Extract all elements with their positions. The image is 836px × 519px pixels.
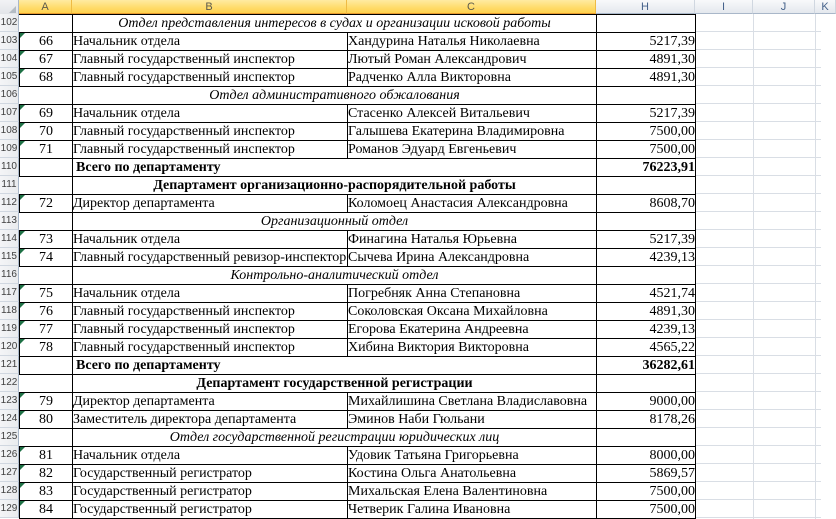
cell-number[interactable]: 72: [20, 195, 73, 213]
table-row-122: [20, 375, 696, 393]
error-indicator-icon: [20, 393, 25, 398]
cell-position[interactable]: Государственный регистратор: [73, 465, 348, 483]
cell-empty[interactable]: [20, 267, 73, 285]
cell-empty[interactable]: [597, 177, 696, 195]
cell-name[interactable]: Соколовская Оксана Михайловна: [348, 303, 597, 321]
cell-number[interactable]: 76: [20, 303, 73, 321]
cell-salary[interactable]: 5217,39: [597, 105, 696, 123]
table-row-128: [20, 483, 696, 501]
cell-empty[interactable]: [20, 429, 73, 447]
cell-empty[interactable]: [597, 429, 696, 447]
row-header-102[interactable]: 102: [0, 14, 19, 32]
cell-salary[interactable]: 7500,00: [597, 501, 696, 519]
row-header-128[interactable]: 128: [0, 482, 19, 500]
table-row-120: [20, 339, 696, 357]
column-header-C[interactable]: C: [347, 0, 596, 14]
row-header-103[interactable]: 103: [0, 32, 19, 50]
cell-total-salary[interactable]: 76223,91: [597, 159, 696, 177]
row-headers: [0, 14, 19, 518]
row-header-124[interactable]: 124: [0, 410, 19, 428]
cell-name[interactable]: Четверик Галина Ивановна: [348, 501, 597, 519]
row-header-108[interactable]: 108: [0, 122, 19, 140]
table-row-102: [20, 15, 696, 33]
cell-section-title[interactable]: Контрольно-аналитический отдел: [73, 267, 597, 285]
table-row-111: [20, 177, 696, 195]
cell-empty[interactable]: [597, 267, 696, 285]
cell-section-title[interactable]: Отдел административного обжалования: [73, 87, 597, 105]
cell-number[interactable]: 80: [20, 411, 73, 429]
table-row-121: [20, 357, 696, 375]
row-header-109[interactable]: 109: [0, 140, 19, 158]
cell-number[interactable]: 73: [20, 231, 73, 249]
cell-name[interactable]: Михальская Елена Валентиновна: [348, 483, 597, 501]
table-row-116: [20, 267, 696, 285]
cell-salary[interactable]: 4521,74: [597, 285, 696, 303]
cell-position[interactable]: Главный государственный инспектор: [73, 321, 348, 339]
row-header-107[interactable]: 107: [0, 104, 19, 122]
table-row-118: [20, 303, 696, 321]
table-row-124: [20, 411, 696, 429]
row-header-105[interactable]: 105: [0, 68, 19, 86]
cell-number[interactable]: 69: [20, 105, 73, 123]
data-table: [19, 14, 696, 519]
error-indicator-icon: [20, 249, 25, 254]
cell-number[interactable]: 82: [20, 465, 73, 483]
error-indicator-icon: [20, 465, 25, 470]
cell-number[interactable]: 75: [20, 285, 73, 303]
cell-name[interactable]: Сычева Ирина Александровна: [348, 249, 597, 267]
cell-empty[interactable]: [20, 15, 73, 33]
gridline-j-k: [815, 14, 816, 519]
cell-name[interactable]: Егорова Екатерина Андреевна: [348, 321, 597, 339]
cell-position[interactable]: Директор департамента: [73, 393, 348, 411]
cell-name[interactable]: Галышева Екатерина Владимировна: [348, 123, 597, 141]
cell-total-label[interactable]: Всего по департаменту: [73, 159, 597, 177]
cell-position[interactable]: Главный государственный инспектор: [73, 303, 348, 321]
error-indicator-icon: [20, 339, 25, 344]
cell-salary[interactable]: 5217,39: [597, 33, 696, 51]
error-indicator-icon: [20, 33, 25, 38]
column-header-I[interactable]: I: [695, 0, 753, 14]
row-header-110[interactable]: 110: [0, 158, 19, 176]
table-row-105: [20, 69, 696, 87]
row-header-115[interactable]: 115: [0, 248, 19, 266]
row-header-119[interactable]: 119: [0, 320, 19, 338]
cell-name[interactable]: Костина Ольга Анатольевна: [348, 465, 597, 483]
cell-position[interactable]: Директор департамента: [73, 195, 348, 213]
error-indicator-icon: [20, 321, 25, 326]
cell-salary[interactable]: 4891,30: [597, 69, 696, 87]
table-row-112: [20, 195, 696, 213]
table-row-117: [20, 285, 696, 303]
table-row-106: [20, 87, 696, 105]
row-header-120[interactable]: 120: [0, 338, 19, 356]
cell-total-salary[interactable]: 36282,61: [597, 357, 696, 375]
select-all-button[interactable]: [0, 0, 19, 14]
table-row-125: [20, 429, 696, 447]
table-row-110: [20, 159, 696, 177]
table-body: [20, 15, 696, 519]
cell-name[interactable]: Стасенко Алексей Витальевич: [348, 105, 597, 123]
cell-position[interactable]: Начальник отдела: [73, 33, 348, 51]
cell-number[interactable]: 78: [20, 339, 73, 357]
row-header-104[interactable]: 104: [0, 50, 19, 68]
table-row-123: [20, 393, 696, 411]
cell-name[interactable]: Хибина Виктория Викторовна: [348, 339, 597, 357]
cell-position[interactable]: Начальник отдела: [73, 105, 348, 123]
cell-empty[interactable]: [597, 87, 696, 105]
error-indicator-icon: [20, 51, 25, 56]
table-row-104: [20, 51, 696, 69]
row-header-106[interactable]: 106: [0, 86, 19, 104]
row-header-123[interactable]: 123: [0, 392, 19, 410]
cell-empty[interactable]: [20, 213, 73, 231]
cell-section-title[interactable]: Департамент государственной регистрации: [73, 375, 597, 393]
error-indicator-icon: [20, 501, 25, 506]
cell-empty[interactable]: [20, 87, 73, 105]
error-indicator-icon: [20, 69, 25, 74]
cell-position[interactable]: Государственный регистратор: [73, 483, 348, 501]
table-row-126: [20, 447, 696, 465]
row-header-118[interactable]: 118: [0, 302, 19, 320]
row-header-126[interactable]: 126: [0, 446, 19, 464]
row-header-116[interactable]: 116: [0, 266, 19, 284]
error-indicator-icon: [20, 141, 25, 146]
table-row-113: [20, 213, 696, 231]
cell-salary[interactable]: 4891,30: [597, 303, 696, 321]
cell-position[interactable]: Государственный регистратор: [73, 501, 348, 519]
cell-section-title[interactable]: Отдел государственной регистрации юридических лиц: [73, 429, 597, 447]
cell-name[interactable]: Погребняк Анна Степановна: [348, 285, 597, 303]
cell-position[interactable]: Главный государственный инспектор: [73, 141, 348, 159]
cell-section-title[interactable]: Организационный отдел: [73, 213, 597, 231]
table-row-127: [20, 465, 696, 483]
table-row-108: [20, 123, 696, 141]
cell-section-title[interactable]: Отдел представления интересов в судах и организации исковой работы: [73, 15, 597, 33]
cell-salary[interactable]: 4891,30: [597, 51, 696, 69]
row-header-121[interactable]: 121: [0, 356, 19, 374]
cell-number[interactable]: 74: [20, 249, 73, 267]
table-row-107: [20, 105, 696, 123]
cell-name[interactable]: Удовик Татьяна Григорьевна: [348, 447, 597, 465]
cell-salary[interactable]: 5869,57: [597, 465, 696, 483]
cell-empty[interactable]: [20, 357, 73, 375]
cell-empty[interactable]: [597, 375, 696, 393]
gridline-i-j: [753, 14, 754, 519]
cell-number[interactable]: 71: [20, 141, 73, 159]
cell-section-title[interactable]: Департамент организационно-распорядительной работы: [73, 177, 597, 195]
cell-empty[interactable]: [20, 375, 73, 393]
cell-empty[interactable]: [597, 15, 696, 33]
cell-salary[interactable]: 4239,13: [597, 249, 696, 267]
cell-name[interactable]: Михайлишина Светлана Владиславовна: [348, 393, 597, 411]
error-indicator-icon: [20, 105, 25, 110]
error-indicator-icon: [20, 231, 25, 236]
error-indicator-icon: [20, 285, 25, 290]
cell-number[interactable]: 79: [20, 393, 73, 411]
row-header-129[interactable]: 129: [0, 500, 19, 518]
cell-number[interactable]: 81: [20, 447, 73, 465]
cell-salary[interactable]: 7500,00: [597, 141, 696, 159]
select-all-icon: [9, 6, 16, 13]
cell-position[interactable]: Главный государственный ревизор-инспектор: [73, 250, 347, 265]
cell-position[interactable]: Начальник отдела: [73, 231, 348, 249]
table-row-115: [20, 249, 696, 267]
row-header-111[interactable]: 111: [0, 176, 19, 194]
column-header-B[interactable]: B: [72, 0, 347, 14]
error-indicator-icon: [20, 303, 25, 308]
cell-position[interactable]: Начальник отдела: [73, 447, 348, 465]
row-header-112[interactable]: 112: [0, 194, 19, 212]
cell-name[interactable]: Радченко Алла Викторовна: [348, 69, 597, 87]
cell-number[interactable]: 67: [20, 51, 73, 69]
cell-number[interactable]: 83: [20, 483, 73, 501]
cell-name[interactable]: Коломоец Анастасия Александровна: [348, 195, 597, 213]
row-header-122[interactable]: 122: [0, 374, 19, 392]
cell-number[interactable]: 68: [20, 69, 73, 87]
cell-salary[interactable]: 9000,00: [597, 393, 696, 411]
cell-name[interactable]: Эминов Наби Гюльани: [348, 411, 597, 429]
cell-position[interactable]: Начальник отдела: [73, 285, 348, 303]
row-header-127[interactable]: 127: [0, 464, 19, 482]
table-row-109: [20, 141, 696, 159]
cell-number[interactable]: 66: [20, 33, 73, 51]
column-header-K[interactable]: K: [815, 0, 836, 14]
cell-salary[interactable]: 7500,00: [597, 483, 696, 501]
table-row-103: [20, 33, 696, 51]
cell-salary[interactable]: 4565,22: [597, 339, 696, 357]
empty-grid-area[interactable]: [696, 14, 821, 519]
error-indicator-icon: [20, 195, 25, 200]
cell-number[interactable]: 84: [20, 501, 73, 519]
cell-salary[interactable]: 5217,39: [597, 231, 696, 249]
cell-salary[interactable]: 7500,00: [597, 123, 696, 141]
cell-salary[interactable]: 8000,00: [597, 447, 696, 465]
column-header-J[interactable]: J: [753, 0, 815, 14]
cell-number[interactable]: 70: [20, 123, 73, 141]
cell-position[interactable]: Главный государственный инспектор: [73, 339, 348, 357]
cell-position[interactable]: Заместитель директора департамента: [73, 411, 348, 429]
cell-name[interactable]: Лютый Роман Александрович: [348, 51, 597, 69]
row-header-114[interactable]: 114: [0, 230, 19, 248]
cell-salary[interactable]: 8608,70: [597, 195, 696, 213]
row-header-113[interactable]: 113: [0, 212, 19, 230]
error-indicator-icon: [20, 411, 25, 416]
cell-name[interactable]: Хандурина Наталья Николаевна: [348, 33, 597, 51]
cell-name[interactable]: Романов Эдуард Евгеньевич: [348, 141, 597, 159]
table-row-129: [20, 501, 696, 519]
cell-empty[interactable]: [597, 213, 696, 231]
table-row-114: [20, 231, 696, 249]
cell-number[interactable]: 77: [20, 321, 73, 339]
row-header-117[interactable]: 117: [0, 284, 19, 302]
cell-position[interactable]: Главный государственный инспектор: [73, 123, 348, 141]
cell-salary[interactable]: 4239,13: [597, 321, 696, 339]
cell-name[interactable]: Финагина Наталья Юрьевна: [348, 231, 597, 249]
cell-position[interactable]: Главный государственный инспектор: [73, 51, 348, 69]
cell-salary[interactable]: 8178,26: [597, 411, 696, 429]
row-header-125[interactable]: 125: [0, 428, 19, 446]
error-indicator-icon: [20, 483, 25, 488]
cell-empty[interactable]: [20, 159, 73, 177]
cell-position[interactable]: Главный государственный инспектор: [73, 69, 348, 87]
column-header-H[interactable]: H: [596, 0, 695, 14]
column-headers: [0, 0, 829, 14]
error-indicator-icon: [20, 123, 25, 128]
error-indicator-icon: [20, 447, 25, 452]
cell-total-label[interactable]: Всего по департаменту: [73, 357, 597, 375]
column-header-A[interactable]: A: [19, 0, 72, 14]
cell-empty[interactable]: [20, 177, 73, 195]
table-row-119: [20, 321, 696, 339]
